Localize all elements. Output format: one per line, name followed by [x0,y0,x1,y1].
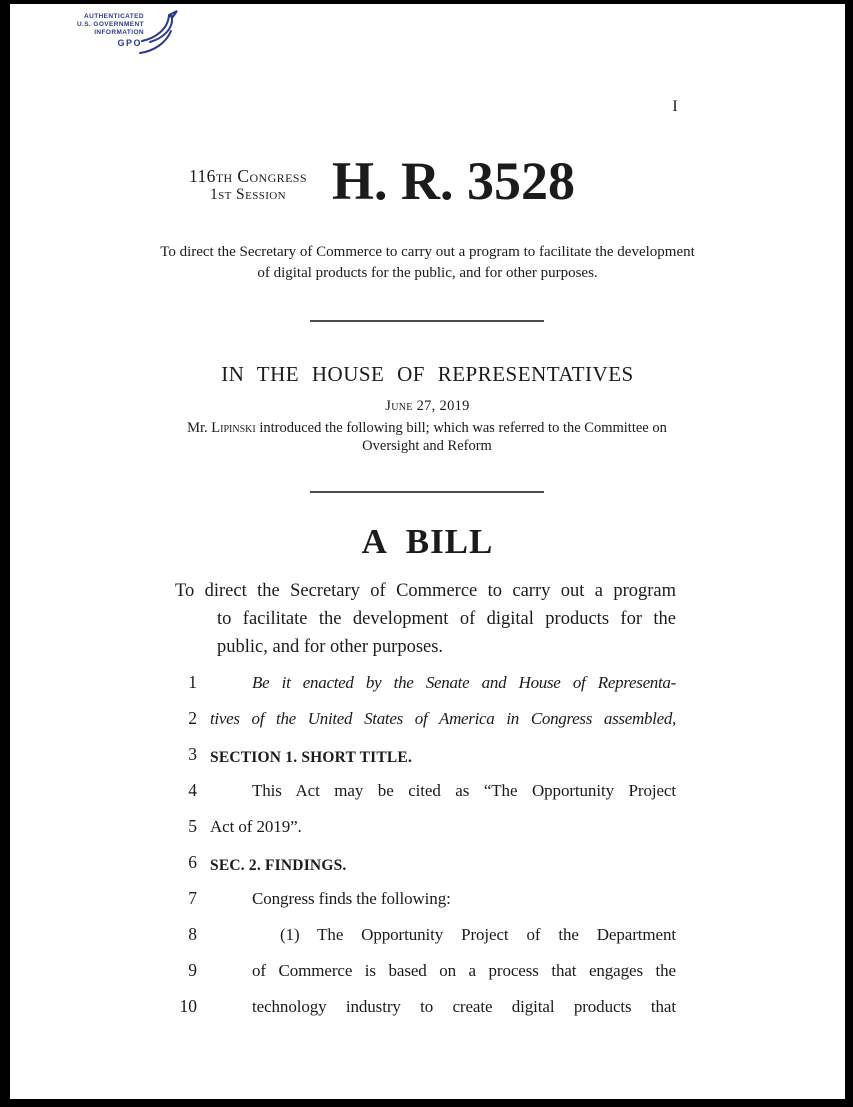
sponsor-prefix: Mr. [187,420,212,436]
divider-rule-bottom [310,491,544,493]
line-text: tives of the United States of America in Congress assembled, [210,709,676,728]
bill-title: A BILL [361,522,494,561]
line-number: 8 [188,924,197,944]
bill-summary-block [10,242,845,284]
line-text: This Act may be cited as “The Opportunity Project [252,781,676,800]
gpo-text-line3: INFORMATION [94,29,144,36]
line-text: of Commerce is based on a process that engages the [252,961,676,980]
bill-page [10,4,845,1099]
line-number: 5 [188,816,197,836]
congress-session-block [173,167,323,203]
body-line-section-heading [160,850,676,886]
line-number: 9 [188,960,197,980]
line-text: Congress finds the following: [252,889,451,908]
line-number: 4 [188,780,197,800]
line-number: 7 [188,888,197,908]
gpo-wordmark: GPO [117,38,142,48]
gpo-text-line2: U.S. GOVERNMENT [76,21,144,28]
line-text: Act of 2019”. [210,817,302,836]
body-line-section-heading [160,742,676,778]
line-text: SECTION 1. SHORT TITLE. [210,749,413,766]
line-number: 10 [179,996,197,1016]
session-label: 1st Session [210,186,286,203]
body-line [160,706,676,742]
preamble-line: to facilitate the development of digital products for the [217,609,676,629]
line-text: (1) The Opportunity Project of the Department [280,925,676,944]
gpo-authentication-text [77,13,144,37]
gpo-authentication-logo [62,7,182,59]
body-line [160,886,676,922]
page-designation: I [672,98,678,115]
sponsor-name: Lipinski [211,420,256,436]
line-number: 2 [188,708,197,728]
line-text: Be it enacted by the Senate and House of Representa- [252,673,676,692]
chamber-title: IN THE HOUSE OF REPRESENTATIVES [221,362,634,386]
body-line [160,922,676,958]
introduction-date: June 27, 2019 [385,398,470,414]
congress-label: 116th Congress [189,166,307,186]
bill-summary-text: To direct the Secretary of Commerce to carry out a program to facilitate the development of digital products for the public, and for other purposes. [160,244,695,281]
bill-preamble [175,577,676,661]
preamble-line: To direct the Secretary of Commerce to carry out a program [175,581,676,601]
gpo-eagle-icon [138,7,182,59]
sponsor-action-text [177,419,677,455]
gpo-text-line1: AUTHENTICATED [84,13,144,20]
bill-body [160,670,676,1030]
bill-number: H. R. 3528 [332,151,575,211]
referral-text: introduced the following bill; which was referred to the Committee on Oversight and Reform [255,420,667,454]
body-line [160,994,676,1030]
body-line [160,778,676,814]
line-text: technology industry to create digital products that [252,997,676,1016]
divider-rule-top [310,320,544,322]
line-number: 1 [188,672,197,692]
preamble-line: public, and for other purposes. [217,637,444,657]
line-number: 6 [188,852,197,872]
body-line [160,814,676,850]
line-number: 3 [188,744,197,764]
body-line [160,958,676,994]
line-text: SEC. 2. FINDINGS. [210,857,347,874]
body-line [160,670,676,706]
